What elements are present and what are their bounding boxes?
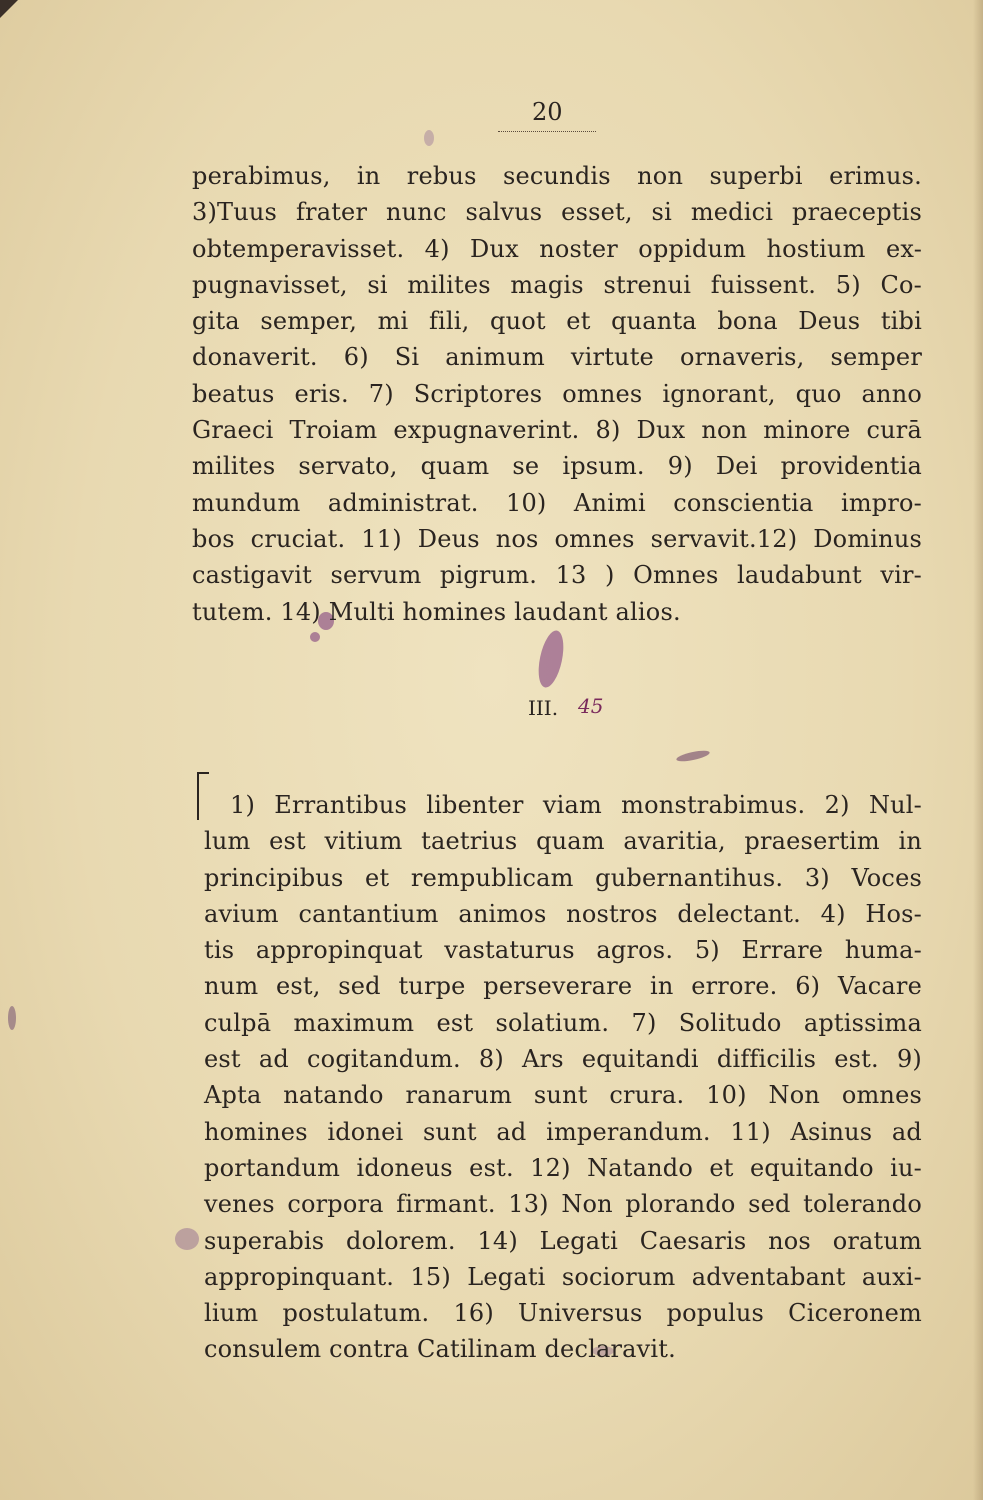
- text-line: principibus et rempublicam gubernantihus. 3) Voces: [204, 863, 922, 892]
- text-line: consulem contra Catilinam declaravit.: [204, 1335, 676, 1364]
- text-line: beatus eris. 7) Scriptores omnes ignorant, quo anno: [192, 379, 922, 408]
- ink-stain: [175, 1228, 199, 1250]
- ink-stain: [8, 1006, 16, 1030]
- text-line: homines idonei sunt ad imperandum. 11) Asinus ad: [204, 1117, 922, 1146]
- text-line: castigavit servum pigrum. 13 ) Omnes laudabunt vir-: [192, 561, 922, 590]
- text-line: culpā maximum est solatium. 7) Solitudo aptissima: [204, 1008, 922, 1037]
- page-number: 20: [532, 98, 563, 126]
- text-line: gita semper, mi fili, quot et quanta bona Deus tibi: [192, 307, 922, 336]
- text-line: obtemperavisset. 4) Dux noster oppidum hostium ex-: [192, 234, 922, 263]
- text-line: tutem. 14) Multi homines laudant alios.: [192, 597, 681, 626]
- text-line: lium postulatum. 16) Universus populus Ciceronem: [204, 1299, 922, 1328]
- text-line: lum est vitium taetrius quam avaritia, praesertim in: [204, 827, 922, 856]
- page-number-rule: [498, 131, 596, 132]
- torn-corner: [0, 0, 18, 18]
- ink-stain: [534, 628, 568, 689]
- text-line: perabimus, in rebus secundis non superbi erimus.: [192, 162, 922, 190]
- text-line: num est, sed turpe perseverare in errore. 6) Vacare: [204, 972, 922, 1001]
- text-line: est ad cogitandum. 8) Ars equitandi difficilis est. 9): [204, 1045, 922, 1074]
- exercise-text-top: [192, 158, 922, 630]
- page-edge-shadow: [973, 0, 983, 1500]
- text-line: 3)Tuus frater nunc salvus esset, si medici praeceptis: [192, 198, 922, 227]
- text-line: superabis dolorem. 14) Legati Caesaris nos oratum: [204, 1226, 922, 1255]
- text-line: Apta natando ranarum sunt crura. 10) Non omnes: [204, 1081, 922, 1110]
- text-line: bos cruciat. 11) Deus nos omnes servavit.12) Dominus: [192, 524, 922, 553]
- text-line: 1) Errantibus libenter viam monstrabimus. 2) Nul-: [230, 791, 922, 819]
- text-line: milites servato, quam se ipsum. 9) Dei providentia: [192, 452, 922, 481]
- text-line: venes corpora firmant. 13) Non plorando sed tolerando: [204, 1190, 922, 1219]
- exercise-text-bottom: [204, 787, 922, 1368]
- text-line: appropinquant. 15) Legati sociorum adventabant auxi-: [204, 1262, 922, 1291]
- handwritten-note: 45: [578, 694, 604, 718]
- text-line: avium cantantium animos nostros delectant. 4) Hos-: [204, 899, 922, 928]
- text-line: pugnavisset, si milites magis strenui fuissent. 5) Co-: [192, 270, 922, 299]
- ink-stain: [310, 632, 320, 642]
- section-heading: III.: [528, 696, 559, 720]
- text-line: tis appropinquat vastaturus agros. 5) Errare huma-: [204, 936, 922, 965]
- ink-stain: [676, 749, 711, 764]
- text-line: Graeci Troiam expugnaverint. 8) Dux non minore curā: [192, 416, 922, 445]
- text-line: portandum idoneus est. 12) Natando et equitando iu-: [204, 1153, 922, 1182]
- text-line: donaverit. 6) Si animum virtute ornaveris, semper: [192, 343, 922, 372]
- ink-stain: [424, 130, 434, 146]
- text-line: mundum administrat. 10) Animi conscientia impro-: [192, 488, 922, 517]
